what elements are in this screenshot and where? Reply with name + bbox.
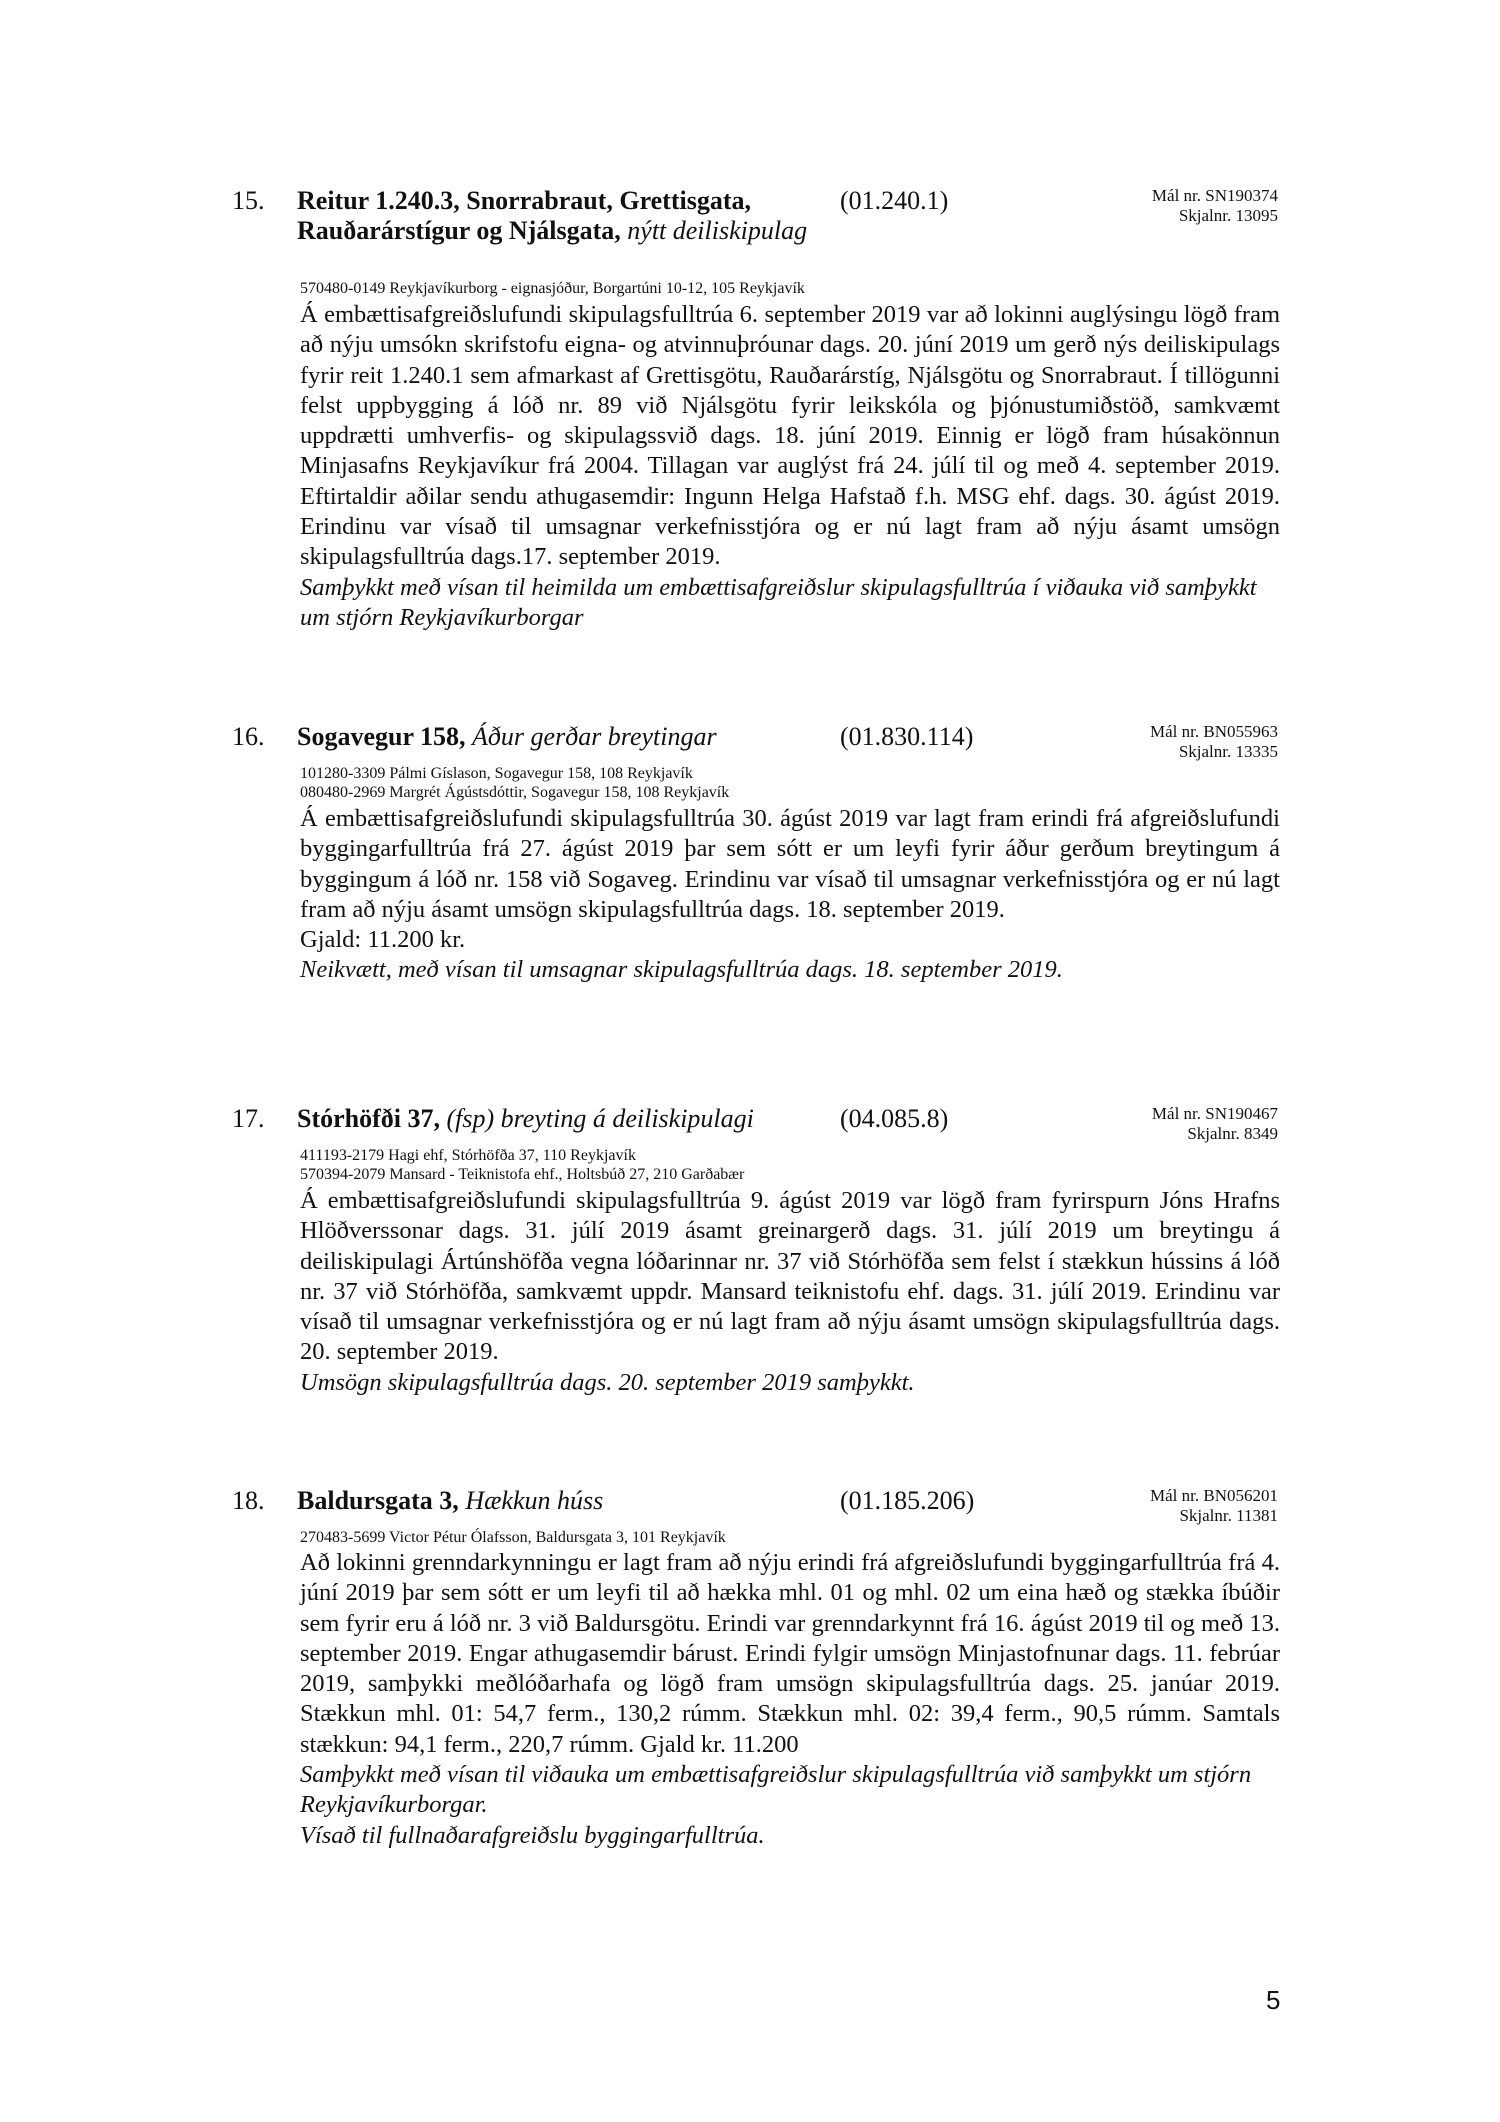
item-parties xyxy=(300,1146,744,1184)
party-line: 570394-2079 Mansard - Teiknistofa ehf., Holtsbúð 27, 210 Garðabær xyxy=(300,1166,745,1183)
party-line: 570480-0149 Reykjavíkurborg - eignasjóður, Borgartúni 10-12, 105 Reykjavík xyxy=(300,280,805,297)
item-decision: Neikvætt, með vísan til umsagnar skipulagsfulltrúa dags. 18. september 2019. xyxy=(300,956,1063,984)
item-code: (04.085.8) xyxy=(840,1104,949,1133)
item-title: Reitur 1.240.3, Snorrabraut, Grettisgata, Rauðarárstígur og Njálsgata, xyxy=(297,186,751,245)
item-text: Á embættisafgreiðslufundi skipulagsfulltrúa 30. ágúst 2019 var lagt fram erindi frá afgreiðslufundi byggingarfulltrúa frá 27. ágúst 2019 þar sem sótt er um leyfi fyrir áður gerðum breytingum á byggingum á lóð nr. 158 við Sogaveg. Erindinu var vísað til umsagnar verkefnisstjóra og er nú lagt fram að nýju ásamt umsögn skipulagsfulltrúa dags. 18. september 2019. xyxy=(300,805,1280,923)
item-parties xyxy=(300,279,805,298)
party-line: 411193-2179 Hagi ehf, Stórhöfða 37, 110 Reykjavík xyxy=(300,1147,636,1164)
item-subtitle: Hækkun húss xyxy=(465,1486,604,1515)
item-body xyxy=(300,300,1280,633)
item-decision: Umsögn skipulagsfulltrúa dags. 20. september 2019 samþykkt. xyxy=(300,1368,915,1396)
page-number: 5 xyxy=(1266,1985,1281,2015)
item-references xyxy=(1152,1104,1278,1144)
item-body xyxy=(300,1548,1280,1851)
item-code: (01.240.1) xyxy=(840,186,949,215)
item-references xyxy=(1152,186,1278,226)
case-number: Mál nr. BN056201 xyxy=(1150,1486,1278,1505)
item-references xyxy=(1150,722,1278,762)
item-code: (01.830.114) xyxy=(840,722,974,751)
item-title: Baldursgata 3, xyxy=(297,1486,459,1515)
item-number: 18. xyxy=(232,1486,265,1515)
item-subtitle: (fsp) breyting á deiliskipulagi xyxy=(446,1104,754,1133)
item-number: 16. xyxy=(232,722,265,751)
item-title: Sogavegur 158, xyxy=(297,722,466,751)
item-heading xyxy=(297,1104,837,1134)
party-line: 101280-3309 Pálmi Gíslason, Sogavegur 158, 108 Reykjavík xyxy=(300,765,693,782)
item-references xyxy=(1150,1486,1278,1526)
case-number: Mál nr. SN190467 xyxy=(1151,1104,1278,1123)
item-decision: Vísað til fullnaðarafgreiðslu byggingarfulltrúa. xyxy=(300,1821,765,1849)
item-code: (01.185.206) xyxy=(840,1486,975,1515)
item-body xyxy=(300,1186,1280,1398)
item-fee: Gjald: 11.200 kr. xyxy=(300,926,466,954)
item-title: Stórhöfði 37, xyxy=(297,1104,440,1133)
document-number: Skjalnr. 13095 xyxy=(1178,206,1278,225)
item-number: 17. xyxy=(232,1104,265,1133)
item-body xyxy=(300,804,1280,986)
item-text: Að lokinni grenndarkynningu er lagt fram að nýju erindi frá afgreiðslufundi byggingarfulltrúa frá 4. júní 2019 þar sem sótt er um leyfi til að hækka mhl. 01 og mhl. 02 um eina hæð og stækka íbúðir sem fyrir eru á lóð nr. 3 við Baldursgötu. Erindi var grenndarkynnt frá 16. ágúst 2019 til og með 13. september 2019. Engar athugasemdir bárust. Erindi fylgir umsögn Minjastofnunar dags. 11. febrúar 2019, samþykki meðlóðarhafa og lögð fram umsögn skipulagsfulltrúa dags. 25. janúar 2019. Stækkun mhl. 01: 54,7 ferm., 130,2 rúmm. Stækkun mhl. 02: 39,4 ferm., 90,5 rúmm. Samtals stækkun: 94,1 ferm., 220,7 rúmm. Gjald kr. 11.200 xyxy=(300,1549,1280,1758)
document-number: Skjalnr. 11381 xyxy=(1179,1506,1278,1525)
item-parties xyxy=(300,764,729,802)
case-number: Mál nr. SN190374 xyxy=(1151,186,1278,205)
party-line: 080480-2969 Margrét Ágústsdóttir, Sogavegur 158, 108 Reykjavík xyxy=(300,784,730,801)
document-number: Skjalnr. 13335 xyxy=(1178,742,1278,761)
item-number: 15. xyxy=(232,186,265,215)
item-heading xyxy=(297,186,837,246)
document-number: Skjalnr. 8349 xyxy=(1187,1124,1278,1143)
item-decision: Samþykkt með vísan til viðauka um embættisafgreiðslur skipulagsfulltrúa við samþykkt um stjórn Reykjavíkurborgar. xyxy=(300,1761,1252,1819)
item-decision: Samþykkt með vísan til heimilda um embættisafgreiðslur skipulagsfulltrúa í viðauka við samþykkt um stjórn Reykjavíkurborgar xyxy=(300,573,1257,631)
item-subtitle: Áður gerðar breytingar xyxy=(472,722,717,751)
item-text: Á embættisafgreiðslufundi skipulagsfulltrúa 9. ágúst 2019 var lögð fram fyrirspurn Jóns Hrafns Hlöðverssonar dags. 31. júlí 2019 ásamt greinargerð dags. 31. júlí 2019 um breytingu á deiliskipulagi Ártúnshöfða vegna lóðarinnar nr. 37 við Stórhöfða sem felst í stækkun hússins á lóð nr. 37 við Stórhöfða, samkvæmt uppdr. Mansard teiknistofu ehf. dags. 31. júlí 2019. Erindinu var vísað til umsagnar verkefnisstjóra og er nú lagt fram að nýju ásamt umsögn skipulagsfulltrúa dags. 20. september 2019. xyxy=(300,1187,1280,1366)
item-heading xyxy=(297,722,837,752)
item-text: Á embættisafgreiðslufundi skipulagsfulltrúa 6. september 2019 var að lokinni auglýsingu lögð fram að nýju umsókn skrifstofu eigna- og atvinnuþróunar dags. 20. júní 2019 um gerð nýs deiliskipulags fyrir reit 1.240.1 sem afmarkast af Grettisgötu, Rauðarárstíg, Njálsgötu og Snorrabraut. Í tillögunni felst uppbygging á lóð nr. 89 við Njálsgötu fyrir leikskóla og þjónustumiðstöð, samkvæmt uppdrætti umhverfis- og skipulagssvið dags. 18. júní 2019. Einnig er lögð fram húsakönnun Minjasafns Reykjavíkur frá 2004. Tillagan var auglýst frá 24. júlí til og með 4. september 2019. Eftirtaldir aðilar sendu athugasemdir: Ingunn Helga Hafstað f.h. MSG ehf. dags. 30. ágúst 2019. Erindinu var vísað til umsagnar verkefnisstjóra og er nú lagt fram að nýju ásamt umsögn skipulagsfulltrúa dags.17. september 2019. xyxy=(300,301,1280,571)
party-line: 270483-5699 Victor Pétur Ólafsson, Baldursgata 3, 101 Reykjavík xyxy=(300,1529,726,1546)
item-parties xyxy=(300,1528,726,1547)
item-heading xyxy=(297,1486,837,1516)
item-subtitle: nýtt deiliskipulag xyxy=(627,216,808,245)
case-number: Mál nr. BN055963 xyxy=(1150,722,1278,741)
